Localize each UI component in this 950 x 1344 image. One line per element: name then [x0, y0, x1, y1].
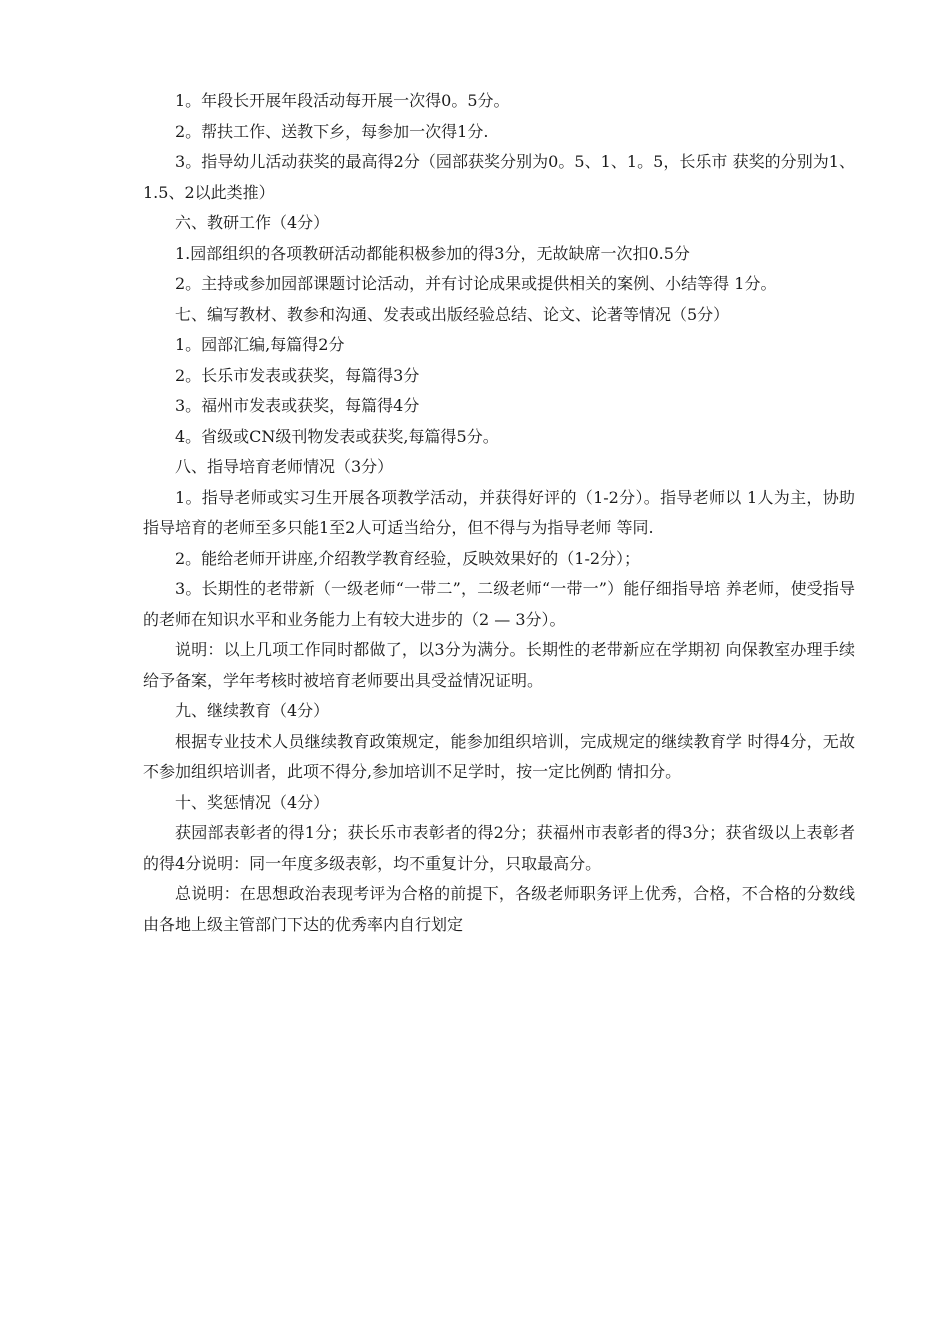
paragraph: 1。年段长开展年段活动每开展一次得0。5分。 [175, 91, 510, 110]
paragraph: 说明：以上几项工作同时都做了，以3分为满分。长期性的老带新应在学期初 向保教室办理手续给予备案，学年考核时被培育老师要出具受益情况证明。 [143, 640, 855, 690]
paragraph: 获园部表彰者的得1分；获长乐市表彰者的得2分；获福州市表彰者的得3分；获省级以上表彰者的得4分说明：同一年度多级表彰，均不重复计分，只取最高分。 [143, 823, 855, 873]
paragraph: 2。能给老师开讲座,介绍教学教育经验，反映效果好的（1-2分）； [175, 548, 641, 568]
paragraph: 总说明：在思想政治表现考评为合格的前提下，各级老师职务评上优秀，合格，不合格的分数线由各地上级主管部门下达的优秀率内自行划定 [143, 884, 855, 934]
paragraph: 3。指导幼儿活动获奖的最高得2分（园部获奖分别为0。5、1、1。5，长乐市 获奖的分别为1、1.5、2以此类推） [143, 152, 855, 202]
paragraph: 1。园部汇编,每篇得2分 [175, 335, 345, 354]
section-heading: 六、教研工作（4分） [175, 213, 330, 232]
paragraph: 根据专业技术人员继续教育政策规定，能参加组织培训，完成规定的继续教育学 时得4分，无故不参加组织培训者，此项不得分,参加培训不足学时，按一定比例酌 情扣分。 [143, 731, 855, 781]
paragraph: 2。主持或参加园部课题讨论活动，并有讨论成果或提供相关的案例、小结等得 1分。 [175, 274, 777, 293]
paragraph: 2。长乐市发表或获奖，每篇得3分 [175, 365, 420, 385]
paragraph: 2。帮扶工作、送教下乡，每参加一次得1分. [175, 121, 489, 141]
paragraph: 1。指导老师或实习生开展各项教学活动，并获得好评的（1-2分）。指导老师以 1人为主，协助指导培育的老师至多只能1至2人可适当给分，但不得与为指导老师 等同. [143, 487, 855, 537]
paragraph: 3。福州市发表或获奖，每篇得4分 [175, 396, 420, 415]
section-heading: 九、继续教育（4分） [175, 701, 330, 720]
document-body [143, 86, 855, 940]
section-heading: 七、编写教材、教参和沟通、发表或出版经验总结、论文、论著等情况（5分） [175, 304, 730, 324]
paragraph: 1.园部组织的各项教研活动都能积极参加的得3分，无故缺席一次扣0.5分 [175, 243, 690, 263]
section-heading: 八、指导培育老师情况（3分） [175, 457, 394, 476]
section-heading: 十、奖惩情况（4分） [175, 792, 330, 812]
paragraph: 4。省级或CN级刊物发表或获奖,每篇得5分。 [175, 426, 499, 446]
paragraph: 3。长期性的老带新（一级老师“一带二”，二级老师“一带一”）能仔细指导培 养老师，使受指导的老师在知识水平和业务能力上有较大进步的（2 — 3分）。 [143, 579, 855, 629]
